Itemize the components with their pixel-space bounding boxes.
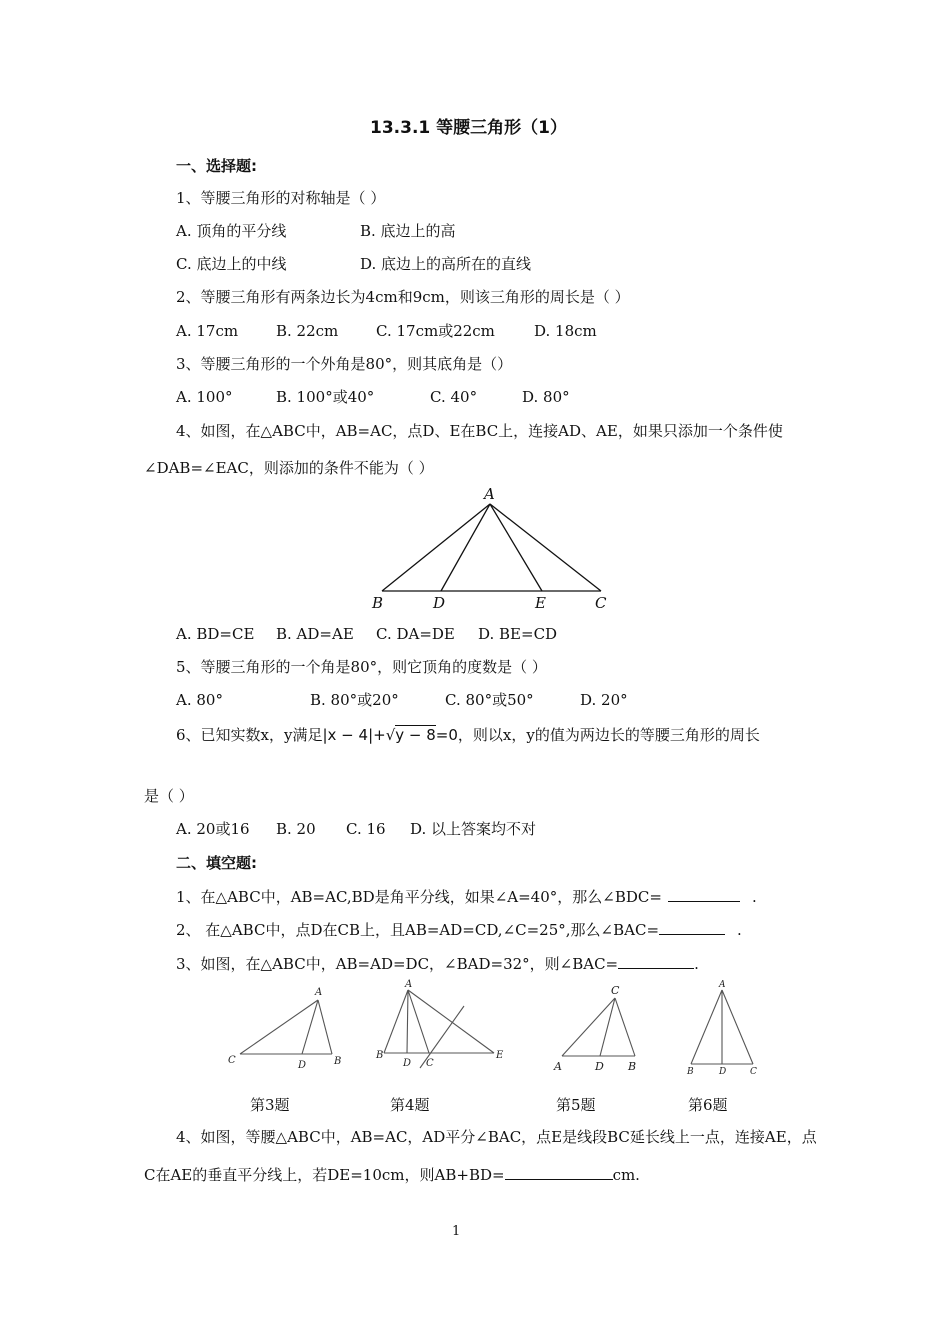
page-number: 1	[452, 1224, 461, 1239]
fig4-label-a: A	[405, 979, 413, 990]
q4-label-b: B	[372, 594, 384, 612]
fig6-triangle	[682, 978, 762, 1076]
q4-stem-line2: ∠DAB=∠EAC，则添加的条件不能为（ ）	[144, 459, 434, 477]
q2-option-b: B. 22cm	[276, 322, 339, 340]
f4-line2	[144, 1165, 640, 1185]
fig5-triangle	[548, 982, 648, 1072]
q5-option-b: B. 80°或20°	[310, 691, 399, 709]
q1-option-b: B. 底边上的高	[360, 222, 456, 240]
q6-equals-zero: =0	[435, 726, 458, 744]
f3-line	[176, 954, 699, 974]
f1-text: 1、在△ABC中，AB=AC,BD是角平分线，如果∠A=40°，那么∠BDC=	[176, 888, 662, 906]
q4-stem-line1: 4、如图，在△ABC中，AB=AC，点D、E在BC上，连接AD、AE，如果只添加一个条件使	[176, 422, 783, 440]
fig5-label-a: A	[554, 1060, 562, 1072]
q6-stem-start	[176, 725, 760, 745]
q4-option-c: C. DA=DE	[376, 625, 455, 643]
q6-sqrt-term: y − 8	[395, 726, 436, 744]
f3-text: 3、如图，在△ABC中，AB=AD=DC，∠BAD=32°，则∠BAC=	[176, 955, 619, 973]
q1-option-a: A. 顶角的平分线	[176, 222, 287, 240]
fig3-triangle	[222, 982, 352, 1072]
fig4-label-e: E	[496, 1050, 504, 1061]
q6-stem-end: 是（ ）	[144, 787, 194, 805]
fig3-label-b: B	[334, 1056, 342, 1067]
q3-option-c: C. 40°	[430, 388, 478, 406]
q4-option-a: A. BD=CE	[176, 625, 255, 643]
q6-stem-a: 6、已知实数x，y满足	[176, 726, 323, 744]
q3-stem: 3、等腰三角形的一个外角是80°，则其底角是（）	[176, 355, 513, 373]
f2-text: 2、 在△ABC中，点D在CB上，且AB=AD=CD,∠C=25°,那么∠BAC=	[176, 921, 660, 939]
f4-line1: 4、如图，等腰△ABC中，AB=AC，AD平分∠BAC，点E是线段BC延长线上一点，连接AE，点	[176, 1128, 817, 1146]
q4-label-c: C	[595, 594, 607, 612]
fig5-label-d: D	[595, 1060, 604, 1072]
fig6-label-a: A	[719, 980, 726, 990]
fig3-label-a: A	[315, 987, 323, 998]
q1-option-c: C. 底边上的中线	[176, 255, 287, 273]
f4-answer-blank[interactable]	[505, 1165, 613, 1180]
q3-option-a: A. 100°	[176, 388, 233, 406]
f2-line	[176, 920, 742, 940]
f4-text: C在AE的垂直平分线上，若DE=10cm，则AB+BD=	[144, 1166, 505, 1184]
q4-label-a: A	[484, 485, 495, 503]
q4-option-b: B. AD=AE	[276, 625, 354, 643]
f2-answer-blank[interactable]	[659, 920, 725, 935]
fig4-label-d: D	[403, 1058, 412, 1069]
fig4-caption: 第4题	[390, 1096, 430, 1114]
fig5-label-b: B	[628, 1060, 637, 1072]
q5-option-a: A. 80°	[176, 691, 223, 709]
f1-answer-blank[interactable]	[668, 887, 740, 902]
q6-option-d: D. 以上答案均不对	[410, 820, 537, 838]
f1-end: .	[751, 888, 757, 906]
f3-end: .	[694, 955, 699, 973]
q5-stem: 5、等腰三角形的一个角是80°，则它顶角的度数是（ ）	[176, 658, 547, 676]
q6-option-b: B. 20	[276, 820, 316, 838]
fig4-triangle	[372, 978, 512, 1070]
fig5-label-c: C	[611, 984, 620, 997]
fig6-label-d: D	[719, 1067, 727, 1076]
f4-end: cm.	[612, 1166, 640, 1184]
fig3-label-d: D	[298, 1060, 307, 1071]
f1-line	[176, 887, 757, 907]
section-choice-heading: 一、选择题:	[176, 157, 257, 175]
fig6-caption: 第6题	[688, 1096, 728, 1114]
fig6-label-c: C	[750, 1067, 757, 1076]
page-title: 13.3.1 等腰三角形（1）	[370, 118, 567, 138]
f2-end: .	[737, 921, 742, 939]
q1-stem: 1、等腰三角形的对称轴是（ ）	[176, 189, 386, 207]
f3-answer-blank[interactable]	[618, 954, 694, 969]
q5-option-c: C. 80°或50°	[445, 691, 534, 709]
sqrt-icon: √	[385, 726, 396, 744]
fig6-label-b: B	[687, 1067, 694, 1076]
q6-abs-term: |x − 4|+	[322, 726, 386, 744]
q5-option-d: D. 20°	[580, 691, 628, 709]
q2-stem: 2、等腰三角形有两条边长为4cm和9cm，则该三角形的周长是（ ）	[176, 288, 630, 306]
fig4-label-c: C	[426, 1058, 434, 1069]
fig4-label-b: B	[376, 1050, 384, 1061]
section-fill-heading: 二、填空题:	[176, 854, 257, 872]
q4-option-d: D. BE=CD	[478, 625, 558, 643]
fig3-label-c: C	[228, 1055, 236, 1066]
q2-option-c: C. 17cm或22cm	[376, 322, 495, 340]
q6-stem-b: ，则以x，y的值为两边长的等腰三角形的周长	[457, 726, 760, 744]
fig3-caption: 第3题	[250, 1096, 290, 1114]
q3-option-b: B. 100°或40°	[276, 388, 375, 406]
q3-option-d: D. 80°	[522, 388, 570, 406]
fig5-caption: 第5题	[556, 1096, 596, 1114]
q4-triangle-figure	[364, 484, 614, 614]
q1-option-d: D. 底边上的高所在的直线	[360, 255, 532, 273]
q4-label-e: E	[535, 594, 546, 612]
q2-option-a: A. 17cm	[176, 322, 239, 340]
q6-option-c: C. 16	[346, 820, 386, 838]
q4-label-d: D	[433, 594, 446, 612]
q2-option-d: D. 18cm	[534, 322, 597, 340]
q6-option-a: A. 20或16	[176, 820, 250, 838]
